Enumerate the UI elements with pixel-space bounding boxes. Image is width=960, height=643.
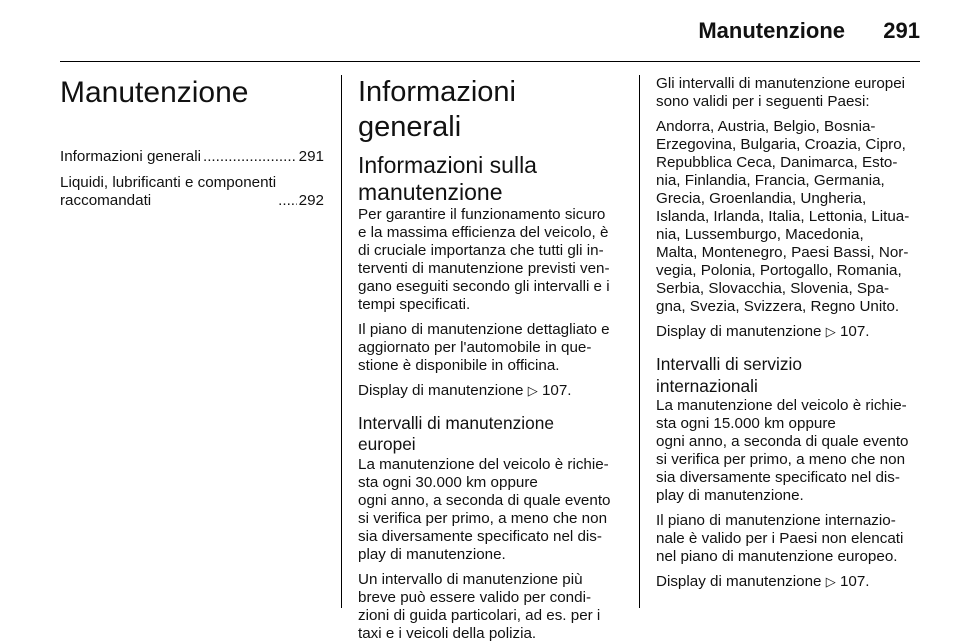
body-paragraph: Per garantire il funzionamento sicuro e la massima efficienza del veicolo, è di cruciale importanza che tutti gli in- terventi di manutenzione previsti ven- gano eseguiti secondo gli intervalli e i tempi specificati. <box>358 205 610 313</box>
body-paragraph: Il piano di manutenzione internazio- nale è valido per i Paesi non elencati nel piano di manutenzione europeo. <box>656 512 904 566</box>
toc-leader-dots <box>278 192 297 210</box>
cross-reference[interactable] <box>358 382 623 400</box>
section-title: Informazioni generali <box>358 76 516 143</box>
running-header-title: Manutenzione <box>698 18 845 43</box>
content-column-middle <box>358 75 623 643</box>
subsection-heading: Intervalli di manutenzione europei <box>358 412 554 455</box>
toc-entry[interactable] <box>60 174 324 210</box>
body-paragraph: La manutenzione del veicolo è richie- sta ogni 30.000 km oppure ogni anno, a seconda di quale evento si verifica per primo, a meno che non sia diversamente specificato nel dis- play di manutenzione. <box>358 456 611 564</box>
cross-reference[interactable] <box>656 573 921 591</box>
column-divider <box>341 75 342 608</box>
cross-reference-text: Display di manutenzione <box>656 323 822 340</box>
cross-reference[interactable] <box>656 323 921 341</box>
header-rule <box>60 61 920 62</box>
reference-arrow-icon: ▷ <box>527 382 538 398</box>
content-column-right <box>656 75 921 591</box>
chapter-toc <box>60 148 324 210</box>
body-paragraph: Gli intervalli di manutenzione europei sono validi per i seguenti Paesi: <box>656 75 906 110</box>
cross-reference-text: Display di manutenzione <box>358 381 524 399</box>
body-paragraph: La manutenzione del veicolo è richie- sta ogni 15.000 km oppure ogni anno, a seconda di quale evento si verifica per primo, a meno che non sia diversamente specificato nel dis- play di manutenzione. <box>656 397 909 505</box>
column-divider <box>639 75 640 608</box>
chapter-title: Manutenzione <box>60 76 249 109</box>
reference-arrow-icon: ▷ <box>825 574 836 590</box>
page-header <box>60 0 920 62</box>
subsection-title: Informazioni sulla manutenzione <box>358 151 537 205</box>
cross-reference-page: 107. <box>541 381 572 399</box>
reference-arrow-icon: ▷ <box>825 324 836 339</box>
toc-entry[interactable] <box>60 148 324 166</box>
cross-reference-page: 107. <box>839 323 870 340</box>
country-list: Andorra, Austria, Belgio, Bosnia- Erzegovina, Bulgaria, Croazia, Cipro, Repubblica Ceca, Danimarca, Esto- nia, Finlandia, Francia, Germania, Grecia, Groenlandia, Ungheria, Islanda, Irlanda, Italia, Lettonia, Litua- nia, Lussemburgo, Macedonia, Malta, Montenegro, Paesi Bassi, Nor- vegia, Polonia, Portogallo, Romania, Serbia, Slovacchia, Slovenia, Spa- gna, Svezia, Svizzera, Regno Unito. <box>656 118 910 315</box>
body-paragraph: Il piano di manutenzione dettagliato e aggiornato per l'automobile in que- stione è disponibile in officina. <box>358 320 610 374</box>
body-paragraph: Un intervallo di manutenzione più breve può essere valido per condi- zioni di guida particolari, ad es. per i taxi e i veicoli della polizia. <box>358 571 601 643</box>
toc-entry-page: 291 <box>298 148 324 165</box>
toc-leader-dots <box>203 148 297 166</box>
toc-entry-label: Liquidi, lubrificanti e componenti raccomandati <box>60 174 277 209</box>
cross-reference-text: Display di manutenzione <box>656 573 822 591</box>
cross-reference-page: 107. <box>839 573 870 591</box>
page-number: 291 <box>883 18 920 43</box>
toc-entry-label: Informazioni generali <box>60 148 201 165</box>
toc-entry-page: 292 <box>298 192 324 209</box>
subsection-heading: Intervalli di servizio internazionali <box>656 354 802 396</box>
chapter-column <box>60 75 324 210</box>
